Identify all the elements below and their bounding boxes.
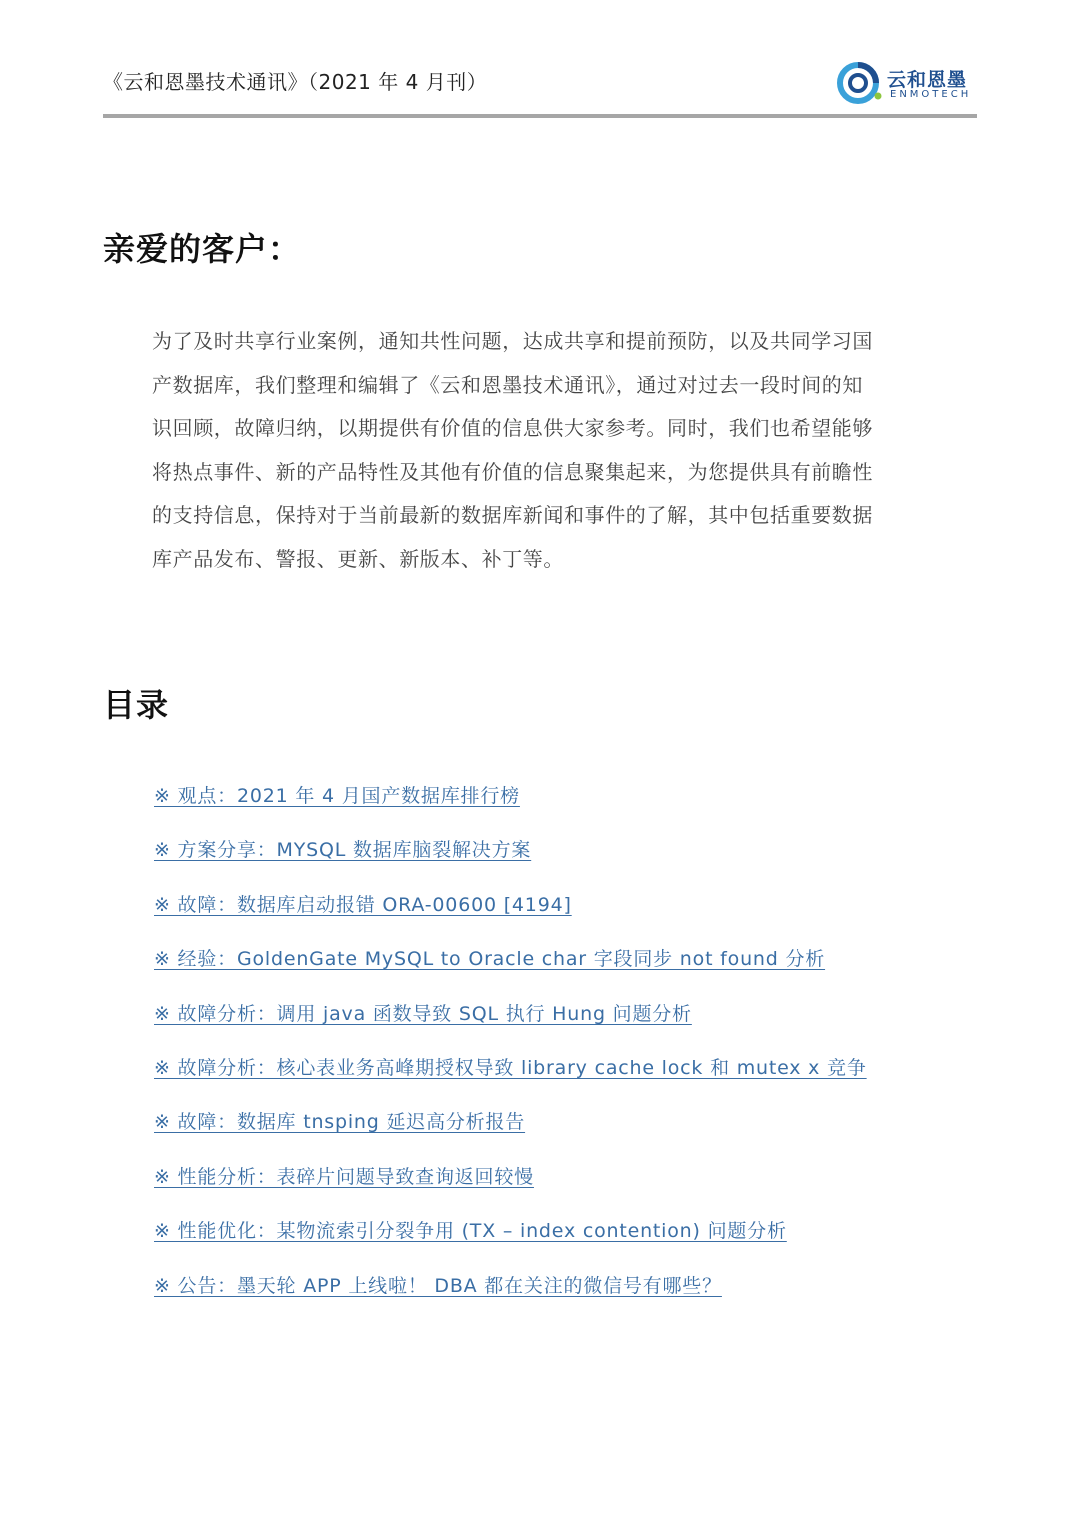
intro-line: 为了及时共享行业案例，通知共性问题，达成共享和提前预防，以及共同学习国 xyxy=(152,329,873,353)
logo-name-en: ENMOTECH xyxy=(890,89,972,100)
toc-heading: 目录 xyxy=(103,686,170,724)
toc-link-goldengate[interactable]: ※ 经验：GoldenGate MySQL to Oracle char 字段同步 not found 分析 xyxy=(154,948,826,971)
newsletter-title: 《云和恩墨技术通讯》（2021 年 4 月刊） xyxy=(103,70,488,94)
intro-line: 的支持信息，保持对于当前最新的数据库新闻和事件的了解，其中包括重要数据 xyxy=(152,503,873,528)
enmotech-logo-icon xyxy=(837,60,883,106)
toc-list xyxy=(154,780,954,1324)
toc-item xyxy=(154,1052,954,1106)
toc-link-table-fragment[interactable]: ※ 性能分析：表碎片问题导致查询返回较慢 xyxy=(154,1165,534,1188)
intro-line: 将热点事件、新的产品特性及其他有价值的信息聚集起来，为您提供具有前瞻性 xyxy=(152,459,873,484)
intro-line: 产数据库，我们整理和编辑了《云和恩墨技术通讯》，通过对过去一段时间的知 xyxy=(152,372,863,397)
toc-item xyxy=(154,780,954,834)
toc-item xyxy=(154,1270,954,1324)
intro-line: 识回顾，故障归纳，以期提供有价值的信息供大家参考。同时，我们也希望能够 xyxy=(152,416,873,441)
toc-item xyxy=(154,1161,954,1215)
logo-name-cn: 云和恩墨 xyxy=(887,69,968,91)
toc-link-ora-00600[interactable]: ※ 故障：数据库启动报错 ORA-00600 [4194] xyxy=(154,893,572,916)
page-header xyxy=(103,60,977,116)
toc-item xyxy=(154,834,954,888)
toc-item xyxy=(154,998,954,1052)
intro-paragraph xyxy=(152,320,932,582)
toc-item xyxy=(154,1215,954,1269)
header-divider xyxy=(103,114,977,118)
toc-item xyxy=(154,889,954,943)
toc-link-library-cache-lock[interactable]: ※ 故障分析：核心表业务高峰期授权导致 library cache lock 和 mutex x 竞争 xyxy=(154,1056,867,1079)
toc-link-mysql-split-brain[interactable]: ※ 方案分享：MYSQL 数据库脑裂解决方案 xyxy=(154,839,532,862)
toc-link-announcement[interactable]: ※ 公告：墨天轮 APP 上线啦！ DBA 都在关注的微信号有哪些？ xyxy=(154,1274,722,1297)
toc-link-index-contention[interactable]: ※ 性能优化：某物流索引分裂争用 (TX – index contention) 问题分析 xyxy=(154,1220,787,1243)
toc-item xyxy=(154,943,954,997)
toc-link-ranking[interactable]: ※ 观点：2021 年 4 月国产数据库排行榜 xyxy=(154,785,520,807)
greeting-heading: 亲爱的客户： xyxy=(103,230,302,268)
toc-link-java-hung[interactable]: ※ 故障分析：调用 java 函数导致 SQL 执行 Hung 问题分析 xyxy=(154,1002,692,1025)
toc-link-tnsping[interactable]: ※ 故障：数据库 tnsping 延迟高分析报告 xyxy=(154,1111,526,1134)
enmotech-logo xyxy=(837,60,977,104)
toc-item xyxy=(154,1106,954,1160)
intro-line: 库产品发布、警报、更新、新版本、补丁等。 xyxy=(152,546,564,571)
